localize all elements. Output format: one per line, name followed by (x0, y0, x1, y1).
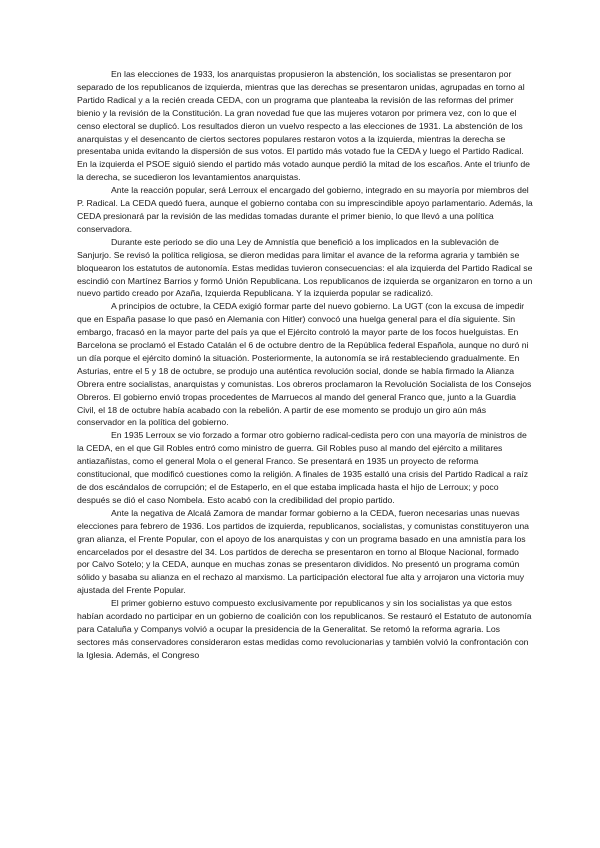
paragraph-3: Durante este periodo se dio una Ley de Amnistía que benefició a los implicados en la sublevación de Sanjurjo. Se revisó la política religiosa, se dieron medidas para limitar el avance de la reforma agraria y también se bloquearon los estatutos de autonomía. Estas medidas tuvieron consecuencias: el ala izquierda del Partido Radical se escindió con Martínez Barrios y formó Unión Republicana. Los republicanos de izquierda se organizaron en torno a un nuevo partido creado por Azaña, Izquierda Republicana. Y la izquierda popular se radicalizó. (77, 236, 533, 299)
paragraph-6: Ante la negativa de Alcalá Zamora de mandar formar gobierno a la CEDA, fueron necesarias unas nuevas elecciones para febrero de 1936. Los partidos de izquierda, republicanos, socialistas, y comunistas constituyeron una gran alianza, el Frente Popular, con el apoyo de los anarquistas y con un programa basado en una amnistía para los encarcelados por el desastre del 34. Los partidos de derecha se presentaron en torno al Bloque Nacional, formado por Calvo Sotelo; y la CEDA, aunque en muchas zonas se presentaron divididos. No presentó un programa común sólido y basaba su alianza en el rechazo al marxismo. La participación electoral fue alta y arrojaron una victoria muy ajustada del Frente Popular. (77, 507, 530, 596)
paragraph-4: A principios de octubre, la CEDA exigió formar parte del nuevo gobierno. La UGT (con la excusa de impedir que en España pasase lo que pasó en Alemania con Hitler) convocó una huelga general para el día siguiente. Sin embargo, fracasó en la mayor parte del país ya que el Ejército controló la mayor parte de los focos huelguistas. En Barcelona se proclamó el Estado Catalán el 6 de octubre dentro de la República federal Española, aunque no duró ni un día porque el ejército dominó la situación. Posteriormente, la autonomía se irá restableciendo gradualmente. En Asturias, entre el 5 y 18 de octubre, se produjo una auténtica revolución social, donde se había firmado la Alianza Obrera entre socialistas, anarquistas y comunistas. Los obreros proclamaron la Revolución Socialista de los Consejos Obreros. El gobierno envió tropas procedentes de Marruecos al mando del general Franco que, junto a la Guardia Civil, el 18 de octubre había acabado con la rebelión. A partir de ese momento se produjo un giro aún más conservador en la política del gobierno. (77, 301, 532, 428)
document-body (77, 68, 533, 662)
paragraph-1: En las elecciones de 1933, los anarquistas propusieron la abstención, los socialistas se presentaron por separado de los republicanos de izquierda, mientras que las derechas se presentaron unidas, agrupadas en torno al Partido Radical y a la recién creada CEDA, con un programa que planteaba la revisión de las reformas del primer bienio y la revisión de la Constitución. La gran novedad fue que las mujeres votaron por primera vez, con lo que el censo electoral se duplicó. Los resultados dieron un vuelvo respecto a las elecciones de 1931. La abstención de los anarquistas y el desencanto de ciertos sectores populares restaron votos a la izquierda, mientras la derecha se presentaba unida evitando la dispersión de sus votos. El partido más votado fue la CEDA y luego el Partido Radical. En la izquierda el PSOE siguió siendo el partido más votado aunque perdió la mitad de los escaños. Ante el triunfo de la derecha, se sucedieron los levantamientos anarquistas. (77, 69, 530, 183)
paragraph-7: El primer gobierno estuvo compuesto exclusivamente por republicanos y sin los socialistas ya que estos habían acordado no participar en un gobierno de coalición con los republicanos. Se restauró el Estatuto de autonomía para Cataluña y Companys volvió a ocupar la presidencia de la Generalitat. Se retomó la reforma agraria. Los sectores más conservadores consideraron estas medidas como revolucionarias y también volvió la confrontación con la Iglesia. Además, el Congreso (77, 598, 532, 660)
paragraph-5: En 1935 Lerroux se vio forzado a formar otro gobierno radical-cedista pero con una mayoría de ministros de la CEDA, en el que Gil Robles entró como ministro de guerra. Gil Robles puso al mando del ejército a militares antiazañistas, como el general Mola o el general Franco. Se presentará en 1935 un proyecto de reforma constitucional, que modificó cuestiones como la religión. A finales de 1935 estalló una crisis del Partido Radical a raíz de dos escándalos de corrupción; el de Estaperlo, en el que estaba implicada hasta el hijo de Lerroux; y poco después se dió el caso Nombela. Esto acabó con la credibilidad del propio partido. (77, 430, 529, 505)
paragraph-2: Ante la reacción popular, será Lerroux el encargado del gobierno, integrado en su mayoría por miembros del P. Radical. La CEDA quedó fuera, aunque el gobierno contaba con su imprescindible apoyo parlamentario. Además, la CEDA presionará par la revisión de las medidas tomadas durante el primer bienio, lo que llevó a una política conservadora. (77, 185, 533, 234)
